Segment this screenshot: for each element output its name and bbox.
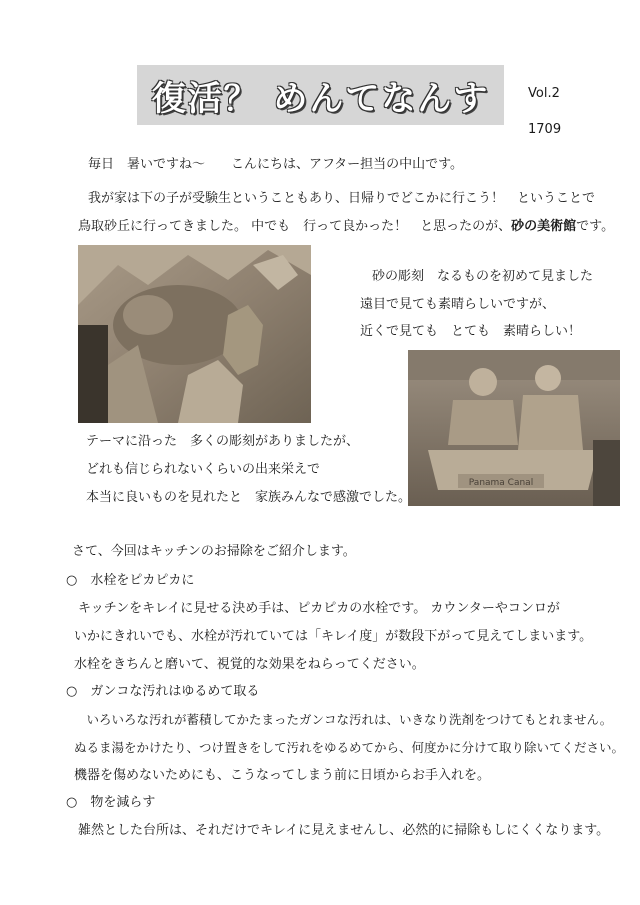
title-banner — [137, 65, 504, 125]
right-text-line-1: 砂の彫刻 なるものを初めて見ました — [372, 269, 594, 284]
section-heading-stubborn-dirt: ○ ガンコな汚れはゆるめて取る — [66, 684, 260, 699]
stubborn-dirt-line-2: ぬるま湯をかけたり、つけ置きをして汚れをゆるめてから、何度かに分けて取り除いてください。 — [74, 740, 625, 755]
intro-paragraph-2: 鳥取砂丘に行ってきました。 中でも 行って良かった！ と思ったのが、砂の美術館です。 — [78, 219, 615, 234]
right-text-line-3: 近くで見ても とても 素晴らしい！ — [360, 324, 582, 339]
issue-number: 1709 — [528, 122, 562, 137]
kitchen-intro: さて、今回はキッチンのお掃除をご紹介します。 — [72, 544, 356, 559]
museum-name: 砂の美術館 — [511, 219, 577, 234]
left-text-line-3: 本当に良いものを見れたと 家族みんなで感激でした。 — [86, 490, 412, 505]
left-text-line-2: どれも信じられないくらいの出来栄えで — [86, 462, 321, 477]
faucet-line-2: いかにきれいでも、水栓が汚れていては「キレイ度」が数段下がって見えてしまいます。 — [74, 629, 593, 644]
stubborn-dirt-line-1: いろいろな汚れが蓄積してかたまったガンコな汚れは、いきなり洗剤をつけてもとれません。 — [74, 712, 613, 727]
section-heading-reduce-items: ○ 物を減らす — [66, 795, 156, 810]
sand-sculpture-animals-photo — [78, 245, 311, 423]
faucet-line-1: キッチンをキレイに見せる決め手は、ピカピカの水栓です。 カウンターやコンロが — [78, 601, 560, 616]
reduce-items-line-1: 雑然とした台所は、それだけでキレイに見えませんし、必然的に掃除もしにくくなります。 — [78, 823, 610, 838]
faucet-line-3: 水栓をきちんと磨いて、視覚的な効果をねらってください。 — [74, 657, 425, 672]
right-text-line-2: 遠目で見ても素晴らしいですが、 — [360, 297, 556, 312]
greeting: 毎日 暑いですね～ こんにちは、アフター担当の中山です。 — [88, 157, 464, 172]
photo-caption: Panama Canal — [468, 478, 534, 488]
section-heading-faucet: ○ 水栓をピカピカに — [66, 573, 195, 588]
left-text-line-1: テーマに沿った 多くの彫刻がありましたが、 — [86, 434, 360, 449]
intro-paragraph-1: 我が家は下の子が受験生ということもあり、日帰りでどこかに行こう！ ということで — [88, 191, 596, 206]
volume-label: Vol.2 — [528, 86, 560, 101]
sand-sculpture-figures-photo — [408, 350, 620, 506]
stubborn-dirt-line-3: 機器を傷めないためにも、こうなってしまう前に日頃からお手入れを。 — [74, 768, 491, 783]
page-title: 復活？ めんてなんす — [151, 78, 490, 119]
